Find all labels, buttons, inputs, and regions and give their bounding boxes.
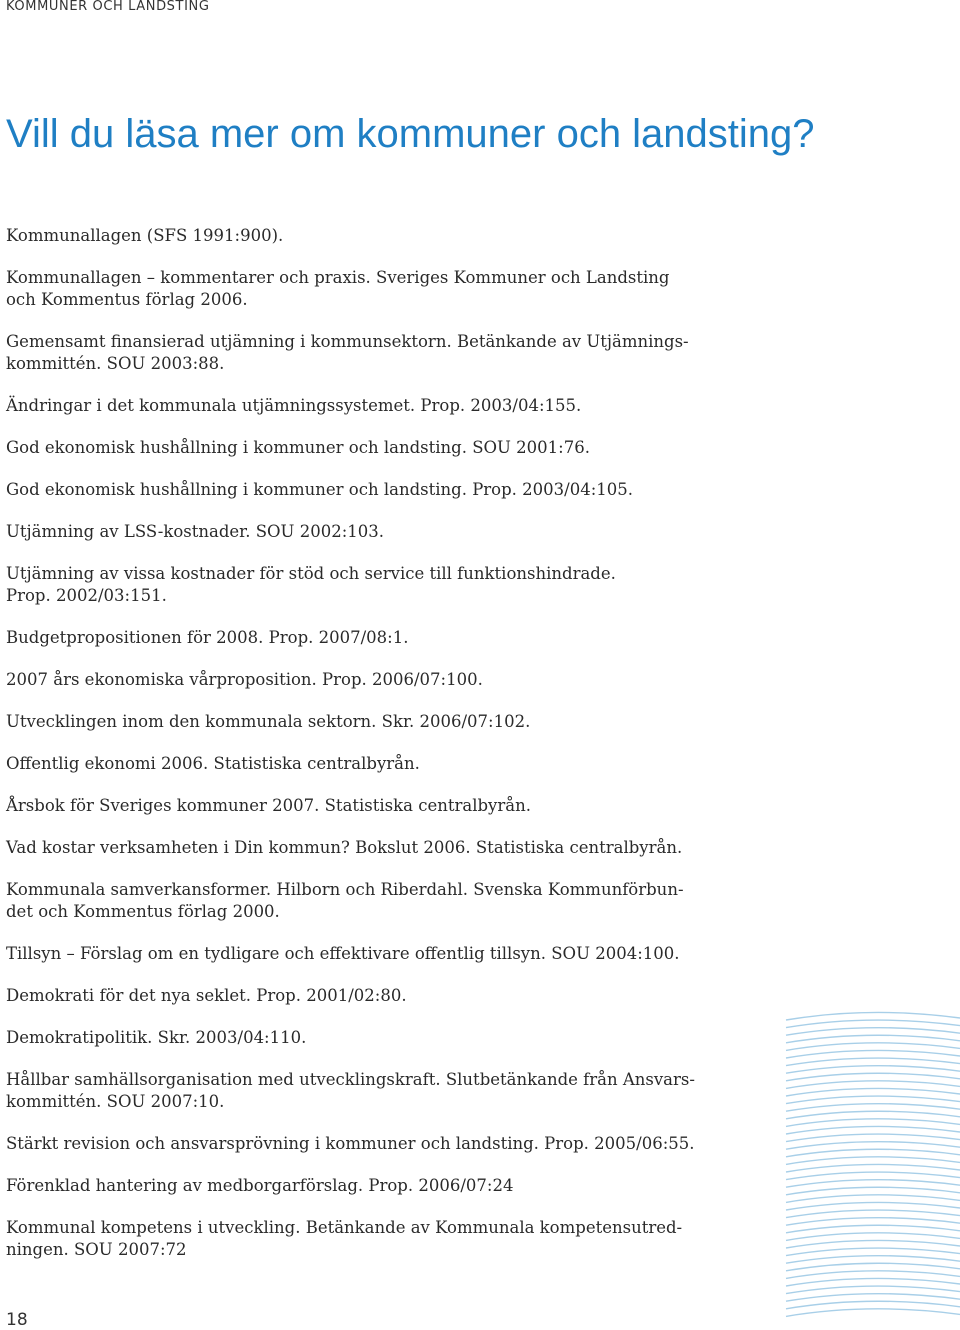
decorative-stripe: [786, 1020, 960, 1028]
decorative-stripe: [786, 1294, 960, 1302]
reference-item: [6, 1175, 676, 1197]
decorative-stripe: [786, 1119, 960, 1127]
reference-item: [6, 479, 676, 501]
reference-line: Tillsyn – Förslag om en tydligare och effektivare offentlig tillsyn. SOU 2004:100.: [6, 944, 680, 963]
decorative-stripe: [786, 1066, 960, 1074]
reference-line: Prop. 2002/03:151.: [6, 586, 167, 605]
reference-item: [6, 795, 676, 817]
reference-line: ningen. SOU 2007:72: [6, 1240, 187, 1259]
reference-line: Budgetpropositionen för 2008. Prop. 2007/08:1.: [6, 628, 409, 647]
reference-line: Vad kostar verksamheten i Din kommun? Bokslut 2006. Statistiska centralbyrån.: [6, 838, 683, 857]
reference-line: Utjämning av vissa kostnader för stöd och service till funktionshindrade.: [6, 564, 616, 583]
decorative-stripe: [786, 1195, 960, 1203]
reference-line: Gemensamt finansierad utjämning i kommunsektorn. Betänkande av Utjämnings-: [6, 332, 689, 351]
reference-line: Offentlig ekonomi 2006. Statistiska centralbyrån.: [6, 754, 420, 773]
reference-item: [6, 1069, 695, 1113]
decorative-stripe: [786, 1263, 960, 1271]
reference-line: God ekonomisk hushållning i kommuner och landsting. SOU 2001:76.: [6, 438, 590, 457]
decorative-stripe: [786, 1172, 960, 1180]
decorative-stripe: [786, 1050, 960, 1058]
decorative-stripe: [786, 1081, 960, 1089]
decorative-stripe: [786, 1096, 960, 1104]
page-number: 18: [6, 1310, 28, 1330]
reference-item: [6, 837, 683, 859]
reference-item: [6, 711, 676, 733]
decorative-stripe: [786, 1240, 960, 1248]
decorative-stripe: [786, 1218, 960, 1226]
decorative-stripe: [786, 1088, 960, 1096]
decorative-stripe: [786, 1043, 960, 1051]
decorative-stripe: [786, 1271, 960, 1279]
reference-line: kommittén. SOU 2003:88.: [6, 354, 225, 373]
reference-line: Kommunallagen (SFS 1991:900).: [6, 226, 284, 245]
reference-item: [6, 225, 676, 247]
reference-item: [6, 331, 689, 375]
reference-line: Ändringar i det kommunala utjämningssystemet. Prop. 2003/04:155.: [6, 396, 582, 415]
reference-line: 2007 års ekonomiska vårproposition. Prop. 2006/07:100.: [6, 670, 483, 689]
decorative-stripe: [786, 1202, 960, 1210]
decorative-stripe: [786, 1187, 960, 1195]
reference-line: Kommunala samverkansformer. Hilborn och Riberdahl. Svenska Kommunförbun-: [6, 880, 684, 899]
decorative-stripe: [786, 1210, 960, 1218]
decorative-stripe: [786, 1035, 960, 1043]
decorative-stripes: [780, 1010, 960, 1330]
decorative-stripe: [786, 1157, 960, 1165]
reference-line: Utjämning av LSS-kostnader. SOU 2002:103.: [6, 522, 384, 541]
decorative-stripe: [786, 1012, 960, 1020]
decorative-stripe: [786, 1256, 960, 1264]
reference-item: [6, 879, 684, 923]
reference-line: God ekonomisk hushållning i kommuner och landsting. Prop. 2003/04:105.: [6, 480, 634, 499]
decorative-stripe: [786, 1142, 960, 1150]
decorative-stripe: [786, 1278, 960, 1286]
reference-item: [6, 1133, 695, 1155]
reference-item: [6, 1027, 676, 1049]
reference-line: Stärkt revision och ansvarsprövning i kommuner och landsting. Prop. 2005/06:55.: [6, 1134, 695, 1153]
reference-line: det och Kommentus förlag 2000.: [6, 902, 280, 921]
running-header: KOMMUNER OCH LANDSTING: [6, 0, 210, 14]
reference-list: [6, 225, 695, 1281]
reference-line: Förenklad hantering av medborgarförslag. Prop. 2006/07:24: [6, 1176, 514, 1195]
reference-line: och Kommentus förlag 2006.: [6, 290, 248, 309]
decorative-stripe: [786, 1111, 960, 1119]
decorative-stripe: [786, 1104, 960, 1112]
decorative-stripe: [786, 1028, 960, 1036]
reference-line: Demokrati för det nya seklet. Prop. 2001/02:80.: [6, 986, 407, 1005]
reference-line: Hållbar samhällsorganisation med utvecklingskraft. Slutbetänkande från Ansvars-: [6, 1070, 695, 1089]
decorative-stripe: [786, 1225, 960, 1233]
decorative-stripe: [786, 1126, 960, 1134]
decorative-stripe: [786, 1058, 960, 1066]
decorative-stripe: [786, 1073, 960, 1081]
decorative-stripe: [786, 1248, 960, 1256]
reference-item: [6, 669, 676, 691]
reference-line: Kommunallagen – kommentarer och praxis. Sveriges Kommuner och Landsting: [6, 268, 670, 287]
reference-item: [6, 267, 676, 311]
reference-line: Årsbok för Sveriges kommuner 2007. Statistiska centralbyrån.: [6, 796, 531, 815]
decorative-stripe: [786, 1149, 960, 1157]
reference-line: Demokratipolitik. Skr. 2003/04:110.: [6, 1028, 307, 1047]
reference-item: [6, 521, 676, 543]
reference-line: kommittén. SOU 2007:10.: [6, 1092, 225, 1111]
decorative-stripe: [786, 1164, 960, 1172]
reference-item: [6, 437, 676, 459]
reference-item: [6, 627, 676, 649]
reference-item: [6, 985, 676, 1007]
reference-item: [6, 753, 676, 775]
decorative-stripe: [786, 1309, 960, 1317]
reference-line: Utvecklingen inom den kommunala sektorn. Skr. 2006/07:102.: [6, 712, 531, 731]
decorative-stripe: [786, 1233, 960, 1241]
decorative-stripe: [786, 1134, 960, 1142]
reference-item: [6, 395, 676, 417]
reference-item: [6, 1217, 683, 1261]
decorative-stripe: [786, 1301, 960, 1309]
reference-item: [6, 563, 676, 607]
reference-item: [6, 943, 680, 965]
decorative-stripe: [786, 1180, 960, 1188]
reference-line: Kommunal kompetens i utveckling. Betänkande av Kommunala kompetensutred-: [6, 1218, 683, 1237]
decorative-stripe: [786, 1286, 960, 1294]
page-title: Vill du läsa mer om kommuner och landsting?: [6, 112, 815, 156]
